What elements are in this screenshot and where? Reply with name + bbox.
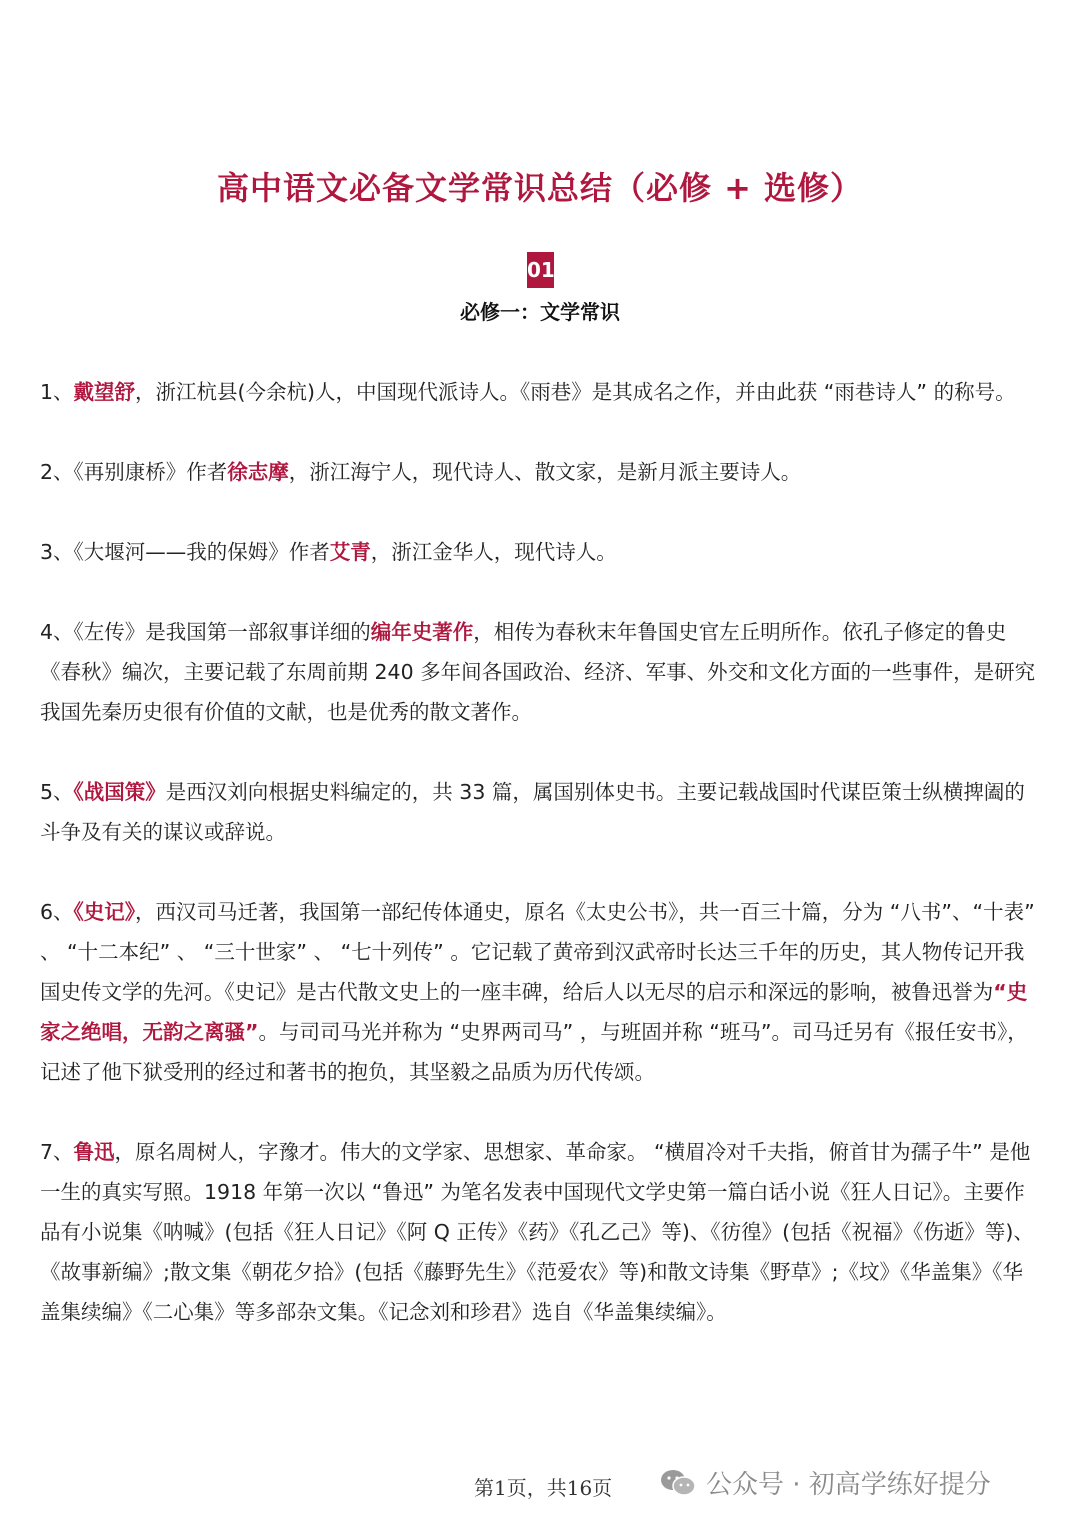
list-item: 2、《再别康桥》作者徐志摩，浙江海宁人，现代诗人、散文家，是新月派主要诗人。 bbox=[40, 460, 802, 484]
page-number: 第1页，共16页 bbox=[474, 1476, 613, 1500]
highlight-term: 戴望舒 bbox=[73, 380, 136, 404]
list-item: 5、《战国策》是西汉刘向根据史料编定的，共 33 篇，属国别体史书。主要记载战国时代谋臣策士纵横捭阖的斗争及有关的谋议或辞说。 bbox=[40, 780, 1025, 844]
list-item: 6、《史记》，西汉司马迁著，我国第一部纪传体通史，原名《太史公书》，共一百三十篇，分为 “八书”、“十表” 、 “十二本纪” 、 “三十世家” 、 “七十列传” 。它记载了黄帝到汉武帝时长达三千年的历史，其人物传记开我国史传文学的先河。《史记》是古代散文史上的一座丰碑，给后人以无尽的启示和深远的影响，被鲁迅誉为“史家之绝唱，无韵之离骚”。与司司马光并称为 “史界两司马” ，与班固并称 “班马”。司马迁另有《报任安书》，记述了他下狱受刑的经过和著书的抱负，其坚毅之品质为历代传颂。 bbox=[40, 900, 1035, 1084]
highlight-term: 艾青 bbox=[329, 540, 371, 564]
list-item: 4、《左传》是我国第一部叙事详细的编年史著作，相传为春秋末年鲁国史官左丘明所作。依孔子修定的鲁史《春秋》编次，主要记载了东周前期 240 多年间各国政治、经济、军事、外交和文化方面的一些事件，是研究我国先秦历史很有价值的文献，也是优秀的散文著作。 bbox=[40, 620, 1036, 724]
highlight-term: 徐志摩 bbox=[227, 460, 289, 484]
highlight-term: 鲁迅 bbox=[73, 1140, 115, 1164]
highlight-term: 编年史著作 bbox=[370, 620, 474, 644]
watermark-text: 公众号 · 初高学练好提分 bbox=[706, 1470, 991, 1500]
list-item: 7、鲁迅，原名周树人，字豫才。伟大的文学家、思想家、革命家。 “横眉冷对千夫指，俯首甘为孺子牛” 是他一生的真实写照。1918 年第一次以 “鲁迅” 为笔名发表中国现代文学史第一篇白话小说《狂人日记》。主要作品有小说集《呐喊》(包括《狂人日记》《阿 Q 正传》《药》《孔乙己》等)、《彷徨》(包括《祝福》《伤逝》等)、《故事新编》;散文集《朝花夕拾》(包括《藤野先生》《范爱农》等)和散文诗集《野草》;《坟》《华盖集》《华盖集续编》《二心集》等多部杂文集。《记念刘和珍君》选自《华盖集续编》。 bbox=[40, 1140, 1034, 1324]
list-item: 3、《大堰河——我的保姆》作者艾青，浙江金华人，现代诗人。 bbox=[40, 540, 617, 564]
page-title: 高中语文必备文学常识总结（必修 + 选修） bbox=[216, 169, 864, 207]
watermark bbox=[660, 1464, 991, 1501]
highlight-term: 《战国策》 bbox=[73, 780, 166, 804]
content-body bbox=[40, 372, 1042, 1372]
section-title: 必修一：文学常识 bbox=[460, 300, 620, 324]
highlight-term: 《史记》 bbox=[73, 900, 136, 924]
wechat-icon bbox=[660, 1468, 696, 1498]
list-item: 1、戴望舒，浙江杭县(今余杭)人，中国现代派诗人。《雨巷》是其成名之作，并由此获 “雨巷诗人” 的称号。 bbox=[40, 380, 1016, 404]
highlight-quote: “史家之绝唱，无韵之离骚” bbox=[40, 980, 1028, 1044]
section-number-badge: 01 bbox=[527, 252, 554, 288]
